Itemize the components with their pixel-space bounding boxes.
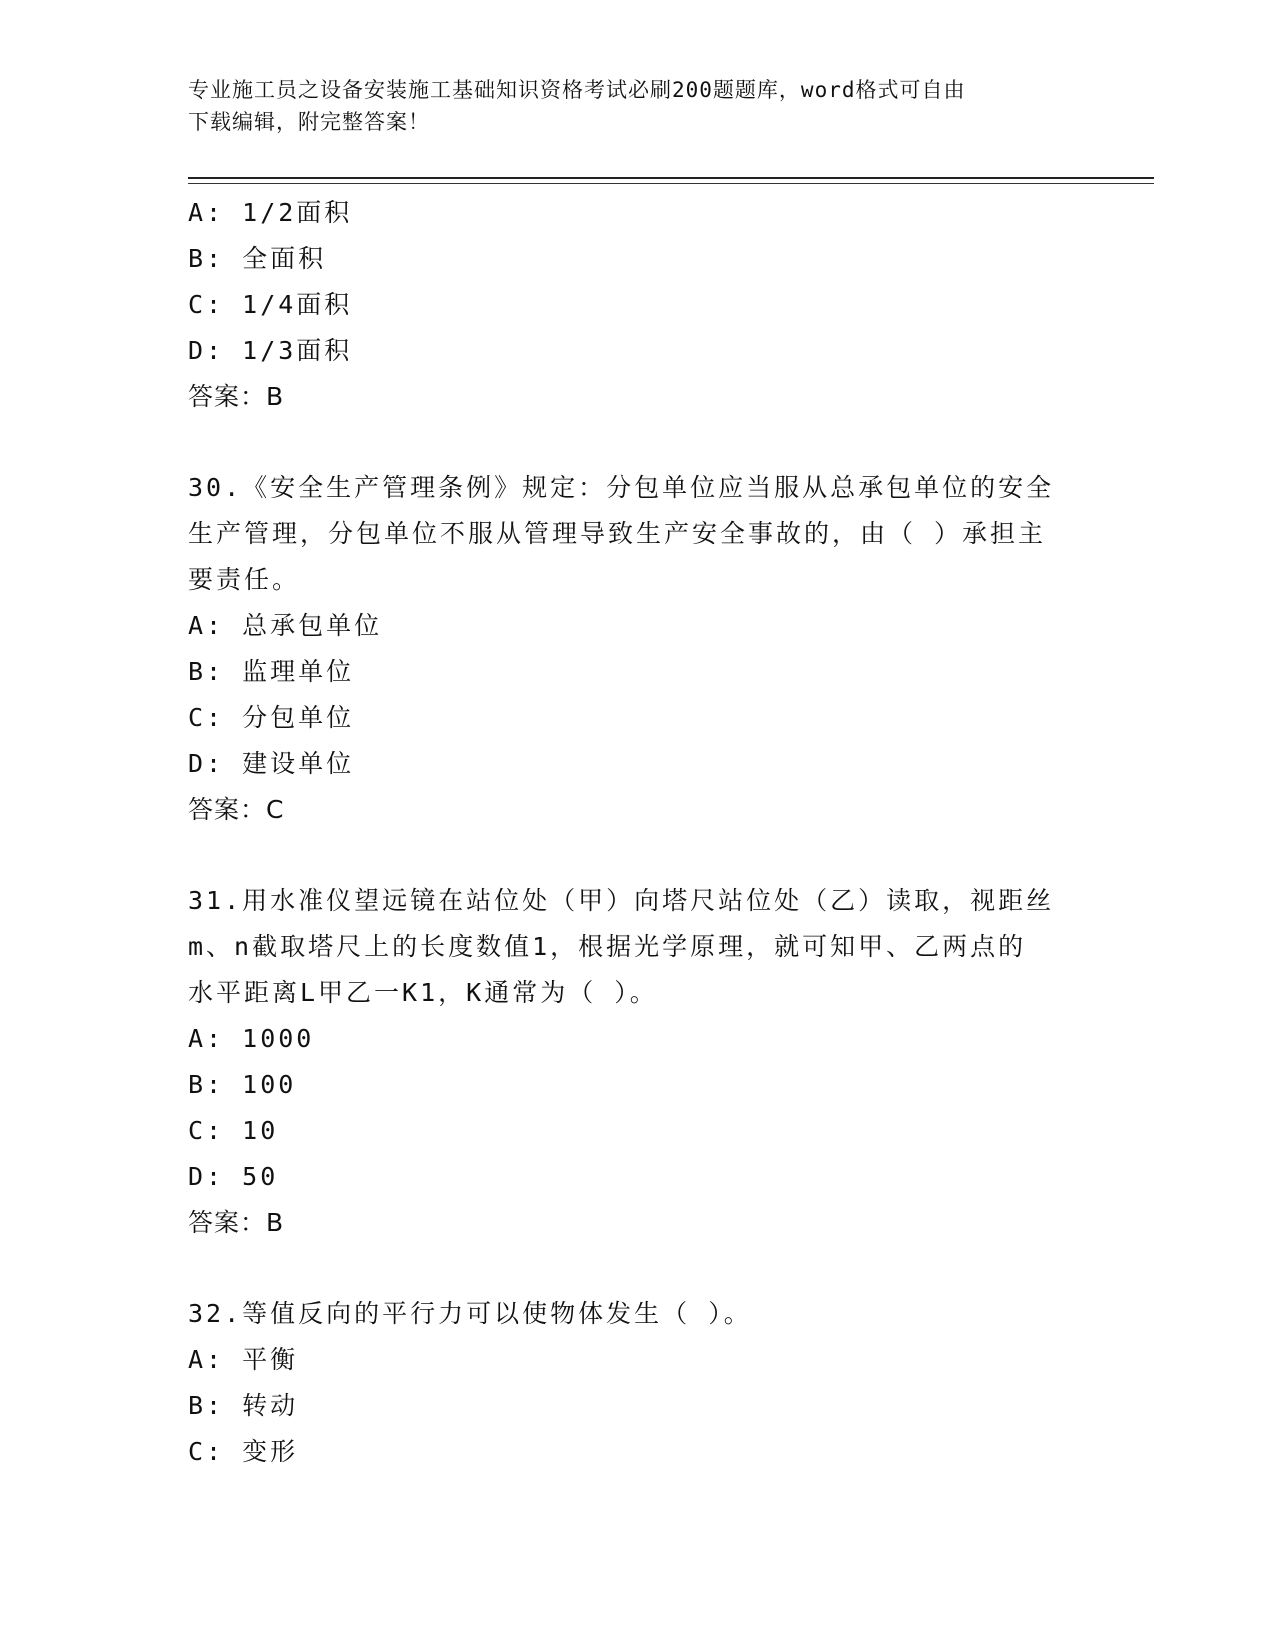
question-29-option-a: A: 1/2面积 — [188, 198, 353, 227]
question-spacer — [188, 1246, 1088, 1291]
document-header — [188, 74, 1068, 138]
question-spacer — [188, 833, 1088, 878]
question-31-text-line-3: 水平距离L甲乙一K1，K通常为（ ）。 — [188, 978, 658, 1007]
question-30-option-a: A: 总承包单位 — [188, 611, 383, 640]
question-31-block — [188, 878, 1088, 1246]
question-31-text-line-2: m、n截取塔尺上的长度数值1，根据光学原理，就可知甲、乙两点的 — [188, 932, 1027, 961]
question-30-block — [188, 465, 1088, 833]
question-29-option-c: C: 1/4面积 — [188, 290, 353, 319]
question-31-text-line-1: 31.用水准仪望远镜在站位处（甲）向塔尺站位处（乙）读取，视距丝 — [188, 886, 1055, 915]
question-31-answer: 答案：B — [188, 1208, 285, 1237]
question-spacer — [188, 420, 1088, 465]
question-30-option-b: B: 监理单位 — [188, 657, 355, 686]
question-29-option-d: D: 1/3面积 — [188, 336, 353, 365]
question-29-option-b: B: 全面积 — [188, 244, 327, 273]
question-30-text-line-2: 生产管理，分包单位不服从管理导致生产安全事故的，由（ ）承担主 — [188, 519, 1047, 548]
header-line-1: 专业施工员之设备安装施工基础知识资格考试必刷200题题库，word格式可自由 — [188, 78, 966, 102]
question-32-option-a: A: 平衡 — [188, 1345, 299, 1374]
question-32-option-b: B: 转动 — [188, 1391, 299, 1420]
question-31-option-c: C: 10 — [188, 1116, 279, 1145]
question-content — [188, 190, 1088, 1475]
question-30-option-d: D: 建设单位 — [188, 749, 355, 778]
question-32-option-c: C: 变形 — [188, 1437, 299, 1466]
question-31-option-b: B: 100 — [188, 1070, 297, 1099]
question-30-answer: 答案：C — [188, 795, 285, 824]
question-29-answer: 答案：B — [188, 382, 285, 411]
question-31-option-d: D: 50 — [188, 1162, 279, 1191]
header-divider-thick — [188, 177, 1154, 179]
question-30-option-c: C: 分包单位 — [188, 703, 355, 732]
question-29-block — [188, 190, 1088, 420]
header-divider-thin — [188, 183, 1154, 184]
question-31-option-a: A: 1000 — [188, 1024, 315, 1053]
question-32-text-line-1: 32.等值反向的平行力可以使物体发生（ ）。 — [188, 1299, 752, 1328]
question-30-text-line-3: 要责任。 — [188, 565, 301, 594]
question-30-text-line-1: 30.《安全生产管理条例》规定：分包单位应当服从总承包单位的安全 — [188, 473, 1055, 502]
header-line-2: 下载编辑，附完整答案！ — [188, 110, 430, 134]
question-32-block — [188, 1291, 1088, 1475]
